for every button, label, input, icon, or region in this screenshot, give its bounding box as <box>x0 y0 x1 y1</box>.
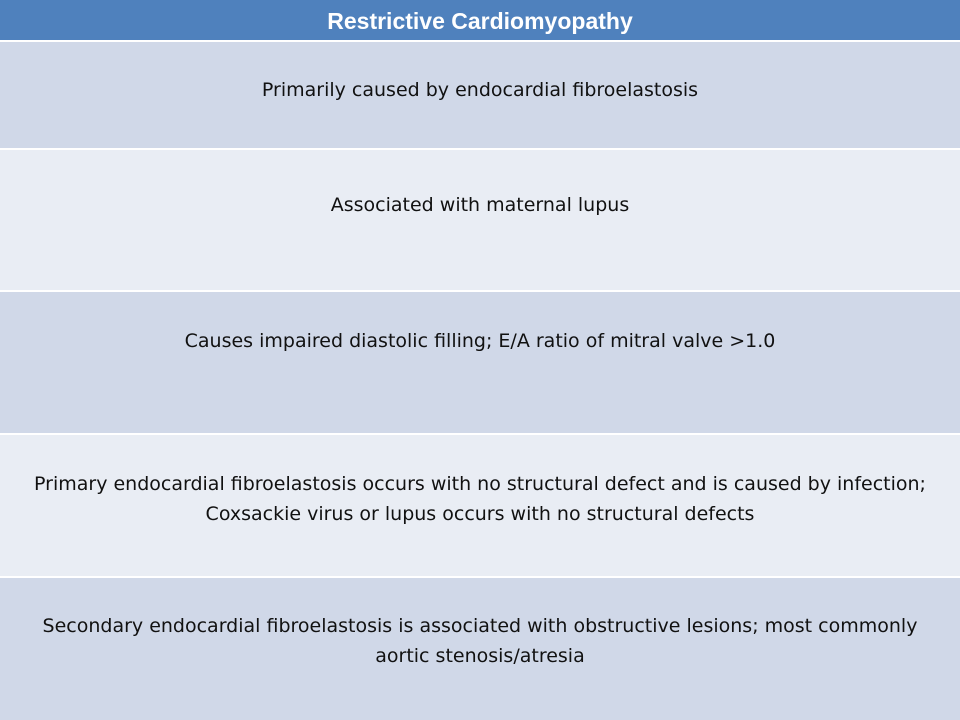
table-row: Primarily caused by endocardial fibroelastosis <box>0 42 960 150</box>
table-row: Primary endocardial fibroelastosis occurs with no structural defect and is caused by infection; Coxsackie virus or lupus occurs with no structural defects <box>0 435 960 578</box>
table-row: Causes impaired diastolic filling; E/A ratio of mitral valve >1.0 <box>0 292 960 435</box>
table-row: Associated with maternal lupus <box>0 150 960 292</box>
table-header-title: Restrictive Cardiomyopathy <box>0 0 960 42</box>
table-row: Secondary endocardial fibroelastosis is associated with obstructive lesions; most commonly aortic stenosis/atresia <box>0 578 960 720</box>
